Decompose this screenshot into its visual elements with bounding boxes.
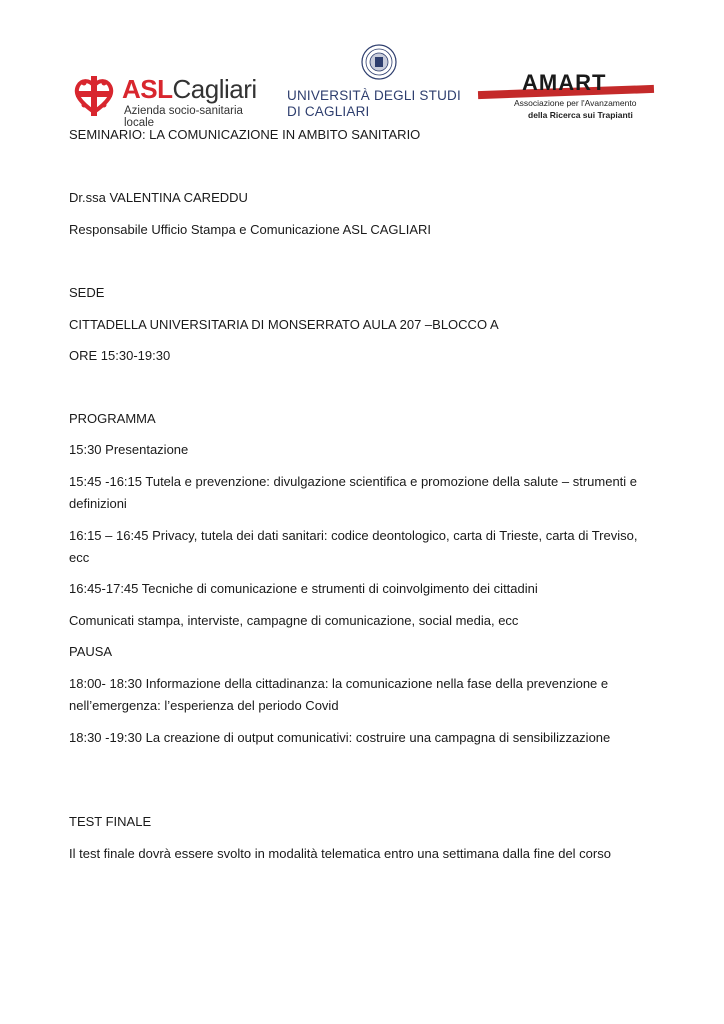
test-description: Il test finale dovrà essere svolto in modalità telematica entro una settimana dalla fine del corso xyxy=(69,846,611,861)
program-item: 15:30 Presentazione xyxy=(69,442,189,457)
university-seal-icon xyxy=(361,44,397,80)
amart-logo xyxy=(478,70,658,122)
logo-header xyxy=(0,0,724,130)
asl-name: ASLCagliari xyxy=(122,74,257,104)
program-item: Comunicati stampa, interviste, campagne di comunicazione, social media, ecc xyxy=(69,613,519,628)
event-time: ORE 15:30-19:30 xyxy=(69,348,171,363)
asl-cagliari-logo xyxy=(70,72,270,129)
program-item: 16:15 – 16:45 Privacy, tutela dei dati sanitari: codice deontologico, carta di Trieste, carta di Treviso, ecc xyxy=(69,528,638,565)
asl-cross-heart-icon xyxy=(70,72,118,120)
asl-subtitle: Azienda socio-sanitaria locale xyxy=(124,105,243,129)
program-item: 18:30 -19:30 La creazione di output comunicativi: costruire una campagna di sensibilizzazione xyxy=(69,730,611,745)
program-item: 15:45 -16:15 Tutela e prevenzione: divulgazione scientifica e promozione della salute – strumenti e definizioni xyxy=(69,474,638,511)
program-pause: PAUSA xyxy=(69,644,113,659)
seminar-title: SEMINARIO: LA COMUNICAZIONE IN AMBITO SANITARIO xyxy=(69,127,421,142)
amart-subtitle-2: della Ricerca sui Trapianti xyxy=(528,110,633,120)
speaker-role: Responsabile Ufficio Stampa e Comunicazione ASL CAGLIARI xyxy=(69,222,432,237)
university-logo xyxy=(287,44,467,124)
venue-heading: SEDE xyxy=(69,285,105,300)
program-item: 16:45-17:45 Tecniche di comunicazione e strumenti di coinvolgimento dei cittadini xyxy=(69,581,538,596)
venue-address: CITTADELLA UNIVERSITARIA DI MONSERRATO AULA 207 –BLOCCO A xyxy=(69,317,499,332)
program-item: 18:00- 18:30 Informazione della cittadinanza: la comunicazione nella fase della prevenzione e nell’emergenza: l’esperienza del periodo Covid xyxy=(69,676,609,713)
university-name-line1: UNIVERSITÀ DEGLI STUDI xyxy=(287,88,461,103)
test-heading: TEST FINALE xyxy=(69,814,152,829)
program-heading: PROGRAMMA xyxy=(69,411,156,426)
amart-title: AMART xyxy=(522,70,607,95)
university-name-line2: DI CAGLIARI xyxy=(287,104,370,119)
amart-subtitle-1: Associazione per l'Avanzamento xyxy=(514,98,637,108)
speaker-name: Dr.ssa VALENTINA CAREDDU xyxy=(69,190,248,205)
